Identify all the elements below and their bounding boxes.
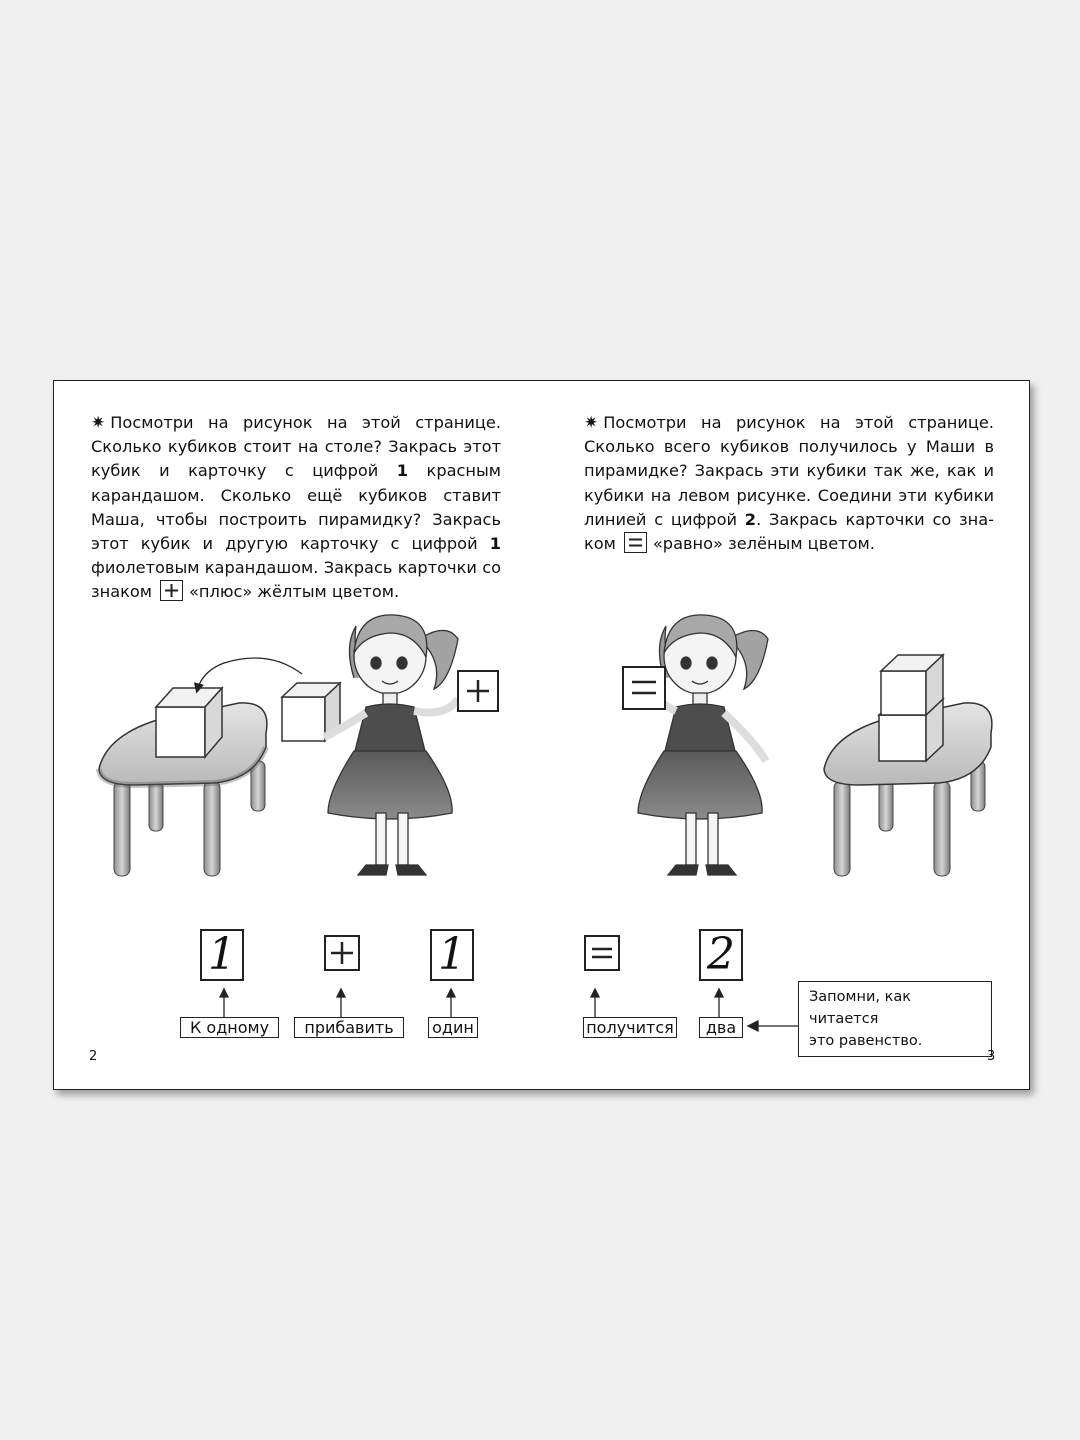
girl-masha-left bbox=[324, 615, 458, 875]
digit-card-1a: 1 bbox=[200, 929, 244, 981]
left-task-text: ✷ Посмотри на рисунок на этой странице. Сколько кубиков стоит на столе? Закрась этот кубик и карточку с цифрой 1 красным карандашом. Сколько ещё кубиков ставит Маша, чтобы построить пирамидку? Закрась этот кубик и другую карточку с цифрой 1 фиолетовым карандашом. Закрась карточки со знаком «плюс» жёлтым цветом. bbox=[91, 413, 501, 602]
right-task-text: ✷ Посмотри на рисунок на этой странице. Сколько всего кубиков получилось у Маши в пирамидке? Закрась эти кубики так же, как и кубики на левом рисунке. Соедини эти кубики линией с цифрой 2. Закрась карточки со знаком «равно» зелёным цветом. bbox=[584, 413, 994, 554]
page-number-left: 2 bbox=[89, 1049, 98, 1064]
equals-card bbox=[584, 935, 620, 971]
move-arrow bbox=[197, 658, 302, 691]
reading-note: Запомни, как читается это равенство. bbox=[798, 981, 992, 1057]
label-k-odnomu: К одному bbox=[180, 1017, 279, 1038]
digit-card-2: 2 bbox=[699, 929, 743, 981]
star-bullet-icon: ✷ bbox=[91, 413, 106, 433]
cube-pyramid bbox=[879, 655, 943, 761]
digit-card-1b: 1 bbox=[430, 929, 474, 981]
label-odin: один bbox=[428, 1017, 478, 1038]
equals-card-held bbox=[623, 667, 665, 709]
book-spread bbox=[53, 380, 1030, 1090]
equals-icon bbox=[586, 937, 618, 969]
label-dva: два bbox=[699, 1017, 743, 1038]
plus-card bbox=[324, 935, 360, 971]
label-pribavit: прибавить bbox=[294, 1017, 404, 1038]
page-number-right: 3 bbox=[987, 1049, 996, 1064]
girl-masha-right bbox=[638, 615, 768, 875]
star-bullet-icon: ✷ bbox=[584, 413, 599, 433]
plus-icon bbox=[326, 937, 358, 969]
plus-card-held bbox=[458, 671, 498, 711]
label-poluchitsya: получится bbox=[583, 1017, 677, 1038]
cube-on-table bbox=[156, 688, 222, 757]
